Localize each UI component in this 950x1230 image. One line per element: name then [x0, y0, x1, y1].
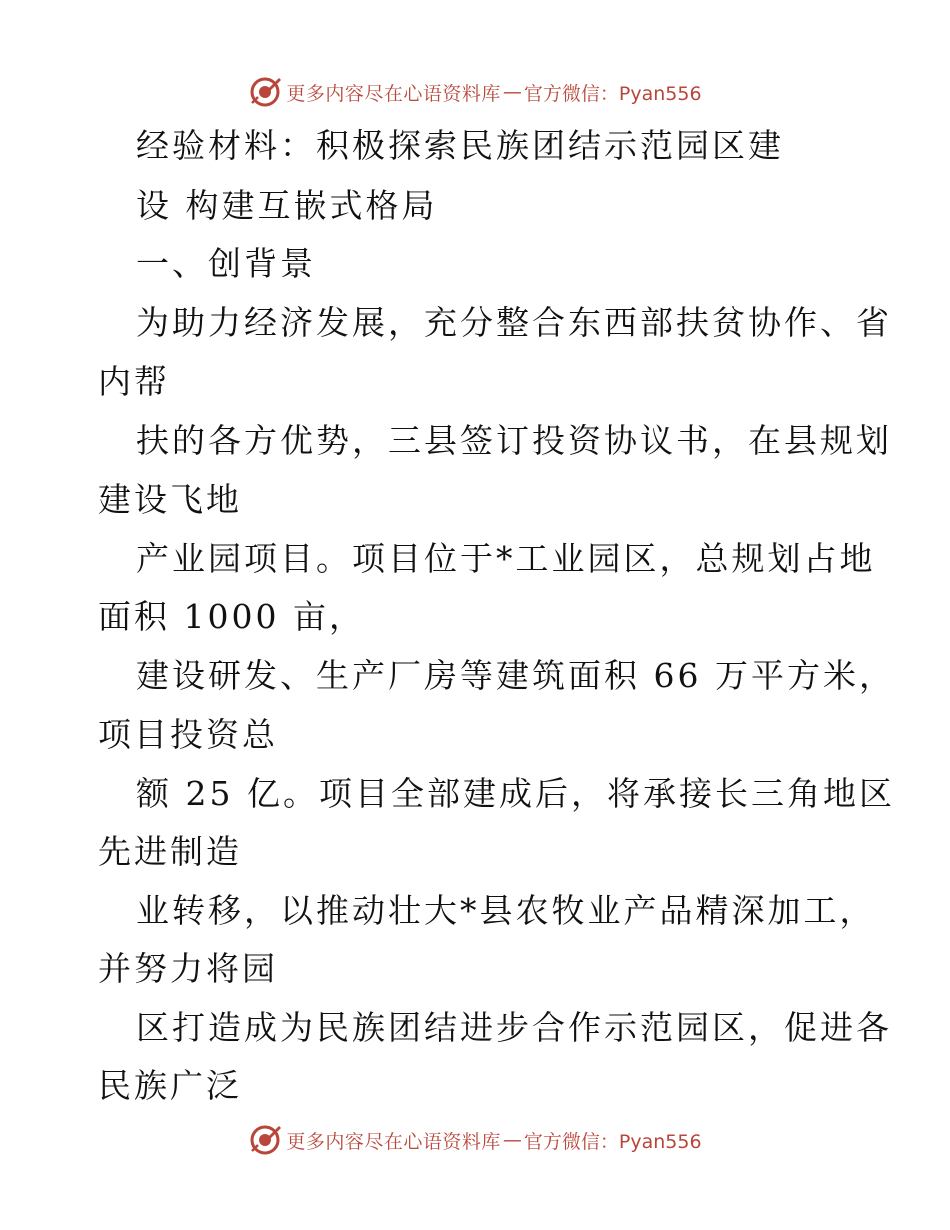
paragraph-line: 区打造成为民族团结进步合作示范园区，促进各: [136, 1008, 892, 1047]
section-heading: 一、创背景: [136, 244, 316, 283]
document-title-line-1: 经验材料：积极探索民族团结示范园区建: [136, 126, 784, 165]
paragraph-line: 面积 1000 亩，: [98, 597, 365, 636]
paragraph-line: 建设研发、生产厂房等建筑面积 66 万平方米，: [136, 656, 895, 695]
paragraph-line: 扶的各方优势，三县签订投资协议书，在县规划: [136, 421, 892, 460]
paragraph-line: 民族广泛: [98, 1066, 242, 1105]
document-title-line-2: 设 构建互嵌式格局: [136, 186, 438, 225]
paragraph-line: 内帮: [98, 362, 170, 401]
footer-banner-text: 更多内容尽在心语资料库: [286, 1130, 501, 1153]
header-banner-separator: —: [502, 81, 522, 103]
header-banner-contact: 官方微信：Pyan556: [523, 82, 702, 105]
footer-banner-contact: 官方微信：Pyan556: [523, 1130, 702, 1153]
pen-logo-icon: [248, 75, 282, 109]
pen-logo-icon: [248, 1123, 282, 1157]
paragraph-line: 为助力经济发展，充分整合东西部扶贫协作、省: [136, 303, 892, 342]
header-watermark-banner: [0, 70, 950, 114]
paragraph-line: 产业园项目。项目位于*工业园区，总规划占地: [136, 539, 876, 578]
paragraph-line: 并努力将园: [98, 949, 278, 988]
paragraph-line: 额 25 亿。项目全部建成后，将承接长三角地区: [136, 774, 895, 813]
paragraph-line: 建设飞地: [98, 480, 242, 519]
footer-banner-separator: —: [502, 1129, 522, 1151]
footer-watermark-banner: [0, 1118, 950, 1162]
header-banner-text: 更多内容尽在心语资料库: [286, 82, 501, 105]
paragraph-line: 业转移，以推动壮大*县农牧业产品精深加工，: [136, 891, 876, 930]
paragraph-line: 项目投资总: [98, 715, 278, 754]
paragraph-line: 先进制造: [98, 832, 242, 871]
